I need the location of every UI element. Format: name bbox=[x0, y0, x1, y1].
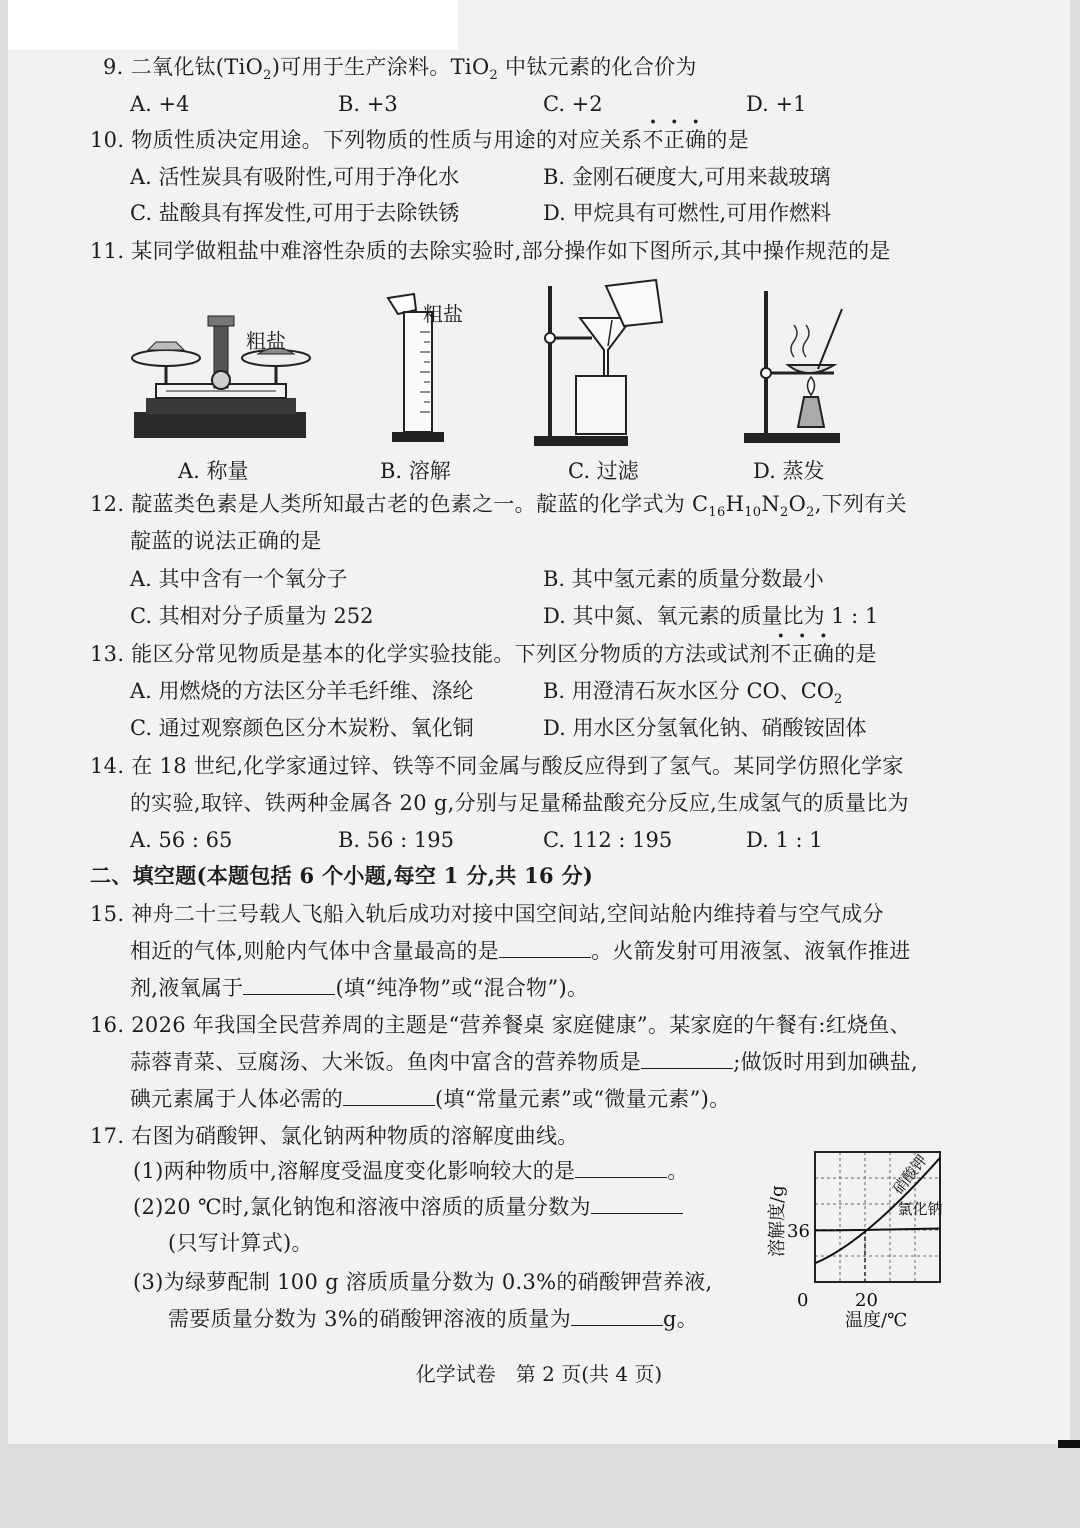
q10-option-a[interactable]: A. 活性炭具有吸附性,可用于净化水 bbox=[130, 165, 460, 189]
q12-sub-o: 2 bbox=[806, 505, 815, 521]
x-tick-label: 0 bbox=[797, 1290, 809, 1311]
q14-option-d[interactable]: D. 1 : 1 bbox=[746, 828, 823, 852]
q9-stem-b: )可用于生产涂料。TiO bbox=[271, 55, 490, 79]
q12-sub-h: 10 bbox=[744, 505, 762, 521]
q17-p1a: (1)两种物质中,溶解度受温度变化影响较大的是 bbox=[133, 1159, 576, 1183]
q15-blank-1[interactable] bbox=[499, 937, 591, 958]
x-tick-label: 20 bbox=[855, 1290, 878, 1311]
q10-option-d[interactable]: D. 甲烷具有可燃性,可用作燃料 bbox=[543, 201, 832, 225]
q12-stem-line2: 靛蓝的说法正确的是 bbox=[130, 529, 322, 553]
q12-n: N bbox=[761, 492, 781, 516]
q17-p2a: (2)20 ℃时,氯化钠饱和溶液中溶质的质量分数为 bbox=[133, 1195, 591, 1219]
q13-option-b-text: B. 用澄清石灰水区分 CO、CO bbox=[543, 679, 835, 703]
q13-option-a[interactable]: A. 用燃烧的方法区分羊毛纤维、涤纶 bbox=[130, 679, 474, 703]
q10-stem-b: 的是 bbox=[706, 128, 750, 152]
q13-option-d[interactable]: D. 用水区分氢氧化钠、硝酸铵固体 bbox=[543, 716, 867, 740]
q12-sub-c: 16 bbox=[708, 505, 726, 521]
q9-stem-a: 9. 二氧化钛(TiO bbox=[103, 55, 264, 79]
caption-b: B. 溶解 bbox=[380, 459, 451, 483]
q14-option-b[interactable]: B. 56 : 195 bbox=[338, 828, 455, 852]
q14-option-c[interactable]: C. 112 : 195 bbox=[543, 828, 673, 852]
q13-stem bbox=[90, 640, 877, 668]
cylinder-salt-label: 粗盐 bbox=[423, 302, 463, 326]
q17-p1b: 。 bbox=[667, 1159, 689, 1183]
q12-sub-n: 2 bbox=[780, 505, 789, 521]
q10-option-c[interactable]: C. 盐酸具有挥发性,可用于去除铁锈 bbox=[130, 201, 460, 225]
q10-emph-3: 确 bbox=[685, 128, 707, 152]
q14-option-a[interactable]: A. 56 : 65 bbox=[130, 828, 233, 852]
balance-knob bbox=[212, 371, 230, 389]
series-curve-nacl bbox=[815, 1229, 940, 1231]
q16-line1: 16. 2026 年我国全民营养周的主题是“营养餐桌 家庭健康”。某家庭的午餐有:红烧鱼、 bbox=[90, 1013, 911, 1037]
q10-emph-1: 不 bbox=[642, 128, 664, 152]
q15-line3a: 剂,液氧属于 bbox=[130, 976, 244, 1000]
q10-option-b[interactable]: B. 金刚石硬度大,可用来裁玻璃 bbox=[543, 165, 831, 189]
alcohol-lamp bbox=[798, 397, 824, 427]
q14-line1: 14. 在 18 世纪,化学家通过锌、铁等不同金属与酸反应得到了氢气。某同学仿照化学家 bbox=[90, 754, 904, 778]
q9-stem-c: 中钛元素的化合价为 bbox=[498, 55, 697, 79]
q13-emph-2: 正 bbox=[791, 642, 813, 666]
q13-emph-1: 不 bbox=[770, 642, 792, 666]
left-pan bbox=[132, 350, 200, 366]
q16-blank-2[interactable] bbox=[343, 1085, 435, 1106]
balance-body bbox=[146, 398, 296, 414]
q17-p3c: g。 bbox=[663, 1307, 699, 1331]
q17-part1 bbox=[133, 1157, 689, 1185]
clamp-knob bbox=[545, 333, 555, 343]
q17-stem: 17. 右图为硝酸钾、氯化钠两种物质的溶解度曲线。 bbox=[90, 1124, 579, 1148]
y-axis-label: 溶解度/g bbox=[767, 1185, 788, 1257]
q12-option-c[interactable]: C. 其相对分子质量为 252 bbox=[130, 604, 374, 628]
q12-o: O bbox=[788, 492, 807, 516]
q16-line3 bbox=[130, 1085, 730, 1113]
page-footer: 化学试卷 第 2 页(共 4 页) bbox=[415, 1362, 663, 1386]
funnel bbox=[580, 318, 632, 380]
q16-line2a: 蒜蓉青菜、豆腐汤、大米饭。鱼肉中富含的营养物质是 bbox=[130, 1050, 642, 1074]
y-tick-label: 36 bbox=[787, 1221, 810, 1242]
q9-sub-2: 2 bbox=[489, 68, 499, 84]
q9-option-c[interactable]: C. +2 bbox=[543, 92, 603, 116]
filtration-figure bbox=[528, 272, 678, 452]
q10-stem-a: 10. 物质性质决定用途。下列物质的性质与用途的对应关系 bbox=[90, 128, 643, 152]
q14-line2: 的实验,取锌、铁两种金属各 20 g,分别与足量稀盐酸充分反应,生成氢气的质量比为 bbox=[130, 791, 909, 815]
steam-2 bbox=[803, 325, 809, 357]
q9-option-d[interactable]: D. +1 bbox=[746, 92, 807, 116]
q15-line3 bbox=[130, 974, 588, 1002]
clamp-knob bbox=[761, 368, 771, 378]
q15-line2b: 。火箭发射可用液氢、液氧作推进 bbox=[591, 939, 911, 963]
q16-line3b: (填“常量元素”或“微量元素”)。 bbox=[435, 1087, 731, 1111]
q9-option-a[interactable]: A. +4 bbox=[130, 92, 190, 116]
q15-blank-2[interactable] bbox=[243, 974, 335, 995]
q12-option-a[interactable]: A. 其中含有一个氧分子 bbox=[130, 567, 348, 591]
glass-rod bbox=[818, 309, 842, 369]
scan-edge-mark bbox=[1058, 1440, 1080, 1448]
q9-sub: 2 bbox=[263, 68, 272, 84]
evaporation-figure bbox=[738, 285, 858, 451]
balance-salt-label: 粗盐 bbox=[246, 329, 286, 353]
q17-blank-2[interactable] bbox=[591, 1193, 683, 1214]
exam-paper bbox=[8, 0, 1070, 1444]
q9-option-b[interactable]: B. +3 bbox=[338, 92, 398, 116]
series-label-kno3: 硝酸钾 bbox=[888, 1151, 931, 1198]
q13-emph-3: 确 bbox=[812, 642, 835, 666]
q17-p3b: 需要质量分数为 3%的硝酸钾溶液的质量为 bbox=[168, 1307, 571, 1331]
weights bbox=[148, 342, 184, 350]
caption-c: C. 过滤 bbox=[568, 459, 639, 483]
q17-blank-1[interactable] bbox=[575, 1157, 667, 1178]
caption-a: A. 称量 bbox=[178, 459, 249, 483]
q16-blank-1[interactable] bbox=[641, 1048, 733, 1069]
q12-option-d[interactable]: D. 其中氮、氧元素的质量比为 1 : 1 bbox=[543, 604, 879, 628]
series-label-nacl: 氯化钠 bbox=[897, 1199, 943, 1218]
q17-p3b-line bbox=[168, 1305, 698, 1333]
q15-line1: 15. 神舟二十三号载人飞船入轨后成功对接中国空间站,空间站舱内维持着与空气成分 bbox=[90, 902, 884, 926]
q13-option-b[interactable] bbox=[543, 677, 842, 714]
q16-line2b: ;做饭时用到加碘盐, bbox=[733, 1050, 918, 1074]
q9-stem bbox=[103, 53, 697, 90]
q13-stem-a: 13. 能区分常见物质是基本的化学实验技能。下列区分物质的方法或试剂 bbox=[90, 642, 771, 666]
q12-h: H bbox=[725, 492, 745, 516]
scan-highlight bbox=[8, 0, 458, 50]
q15-line3b: (填“纯净物”或“混合物”)。 bbox=[335, 976, 589, 1000]
balance-figure bbox=[126, 300, 316, 450]
q15-line2 bbox=[130, 937, 911, 965]
q13-stem-b: 的是 bbox=[834, 642, 877, 666]
q12-stem bbox=[90, 490, 907, 527]
q10-emph-2: 正 bbox=[663, 128, 686, 152]
solubility-chart bbox=[743, 1140, 953, 1340]
q10-stem bbox=[90, 126, 749, 154]
q17-p3a: (3)为绿萝配制 100 g 溶质质量分数为 0.3%的硝酸钾营养液, bbox=[133, 1270, 713, 1294]
q12-option-b[interactable]: B. 其中氢元素的质量分数最小 bbox=[543, 567, 824, 591]
q15-line2a: 相近的气体,则舱内气体中含量最高的是 bbox=[130, 939, 500, 963]
q16-line2 bbox=[130, 1048, 918, 1076]
stand-base bbox=[744, 433, 840, 443]
q17-part2 bbox=[133, 1193, 683, 1221]
balance-base bbox=[134, 412, 306, 438]
q17-blank-3[interactable] bbox=[571, 1305, 663, 1326]
caption-d: D. 蒸发 bbox=[753, 459, 825, 483]
cylinder-base bbox=[392, 432, 444, 442]
q16-line3a: 碘元素属于人体必需的 bbox=[130, 1087, 343, 1111]
section2-title: 二、填空题(本题包括 6 个小题,每空 1 分,共 16 分) bbox=[90, 863, 594, 888]
steam-1 bbox=[791, 325, 797, 357]
q12-stem-b: ,下列有关 bbox=[814, 492, 907, 516]
q17-p2b: (只写计算式)。 bbox=[168, 1231, 313, 1255]
flame bbox=[808, 377, 815, 395]
q13-option-c[interactable]: C. 通过观察颜色区分木炭粉、氧化铜 bbox=[130, 716, 474, 740]
balance-top bbox=[208, 316, 234, 326]
q13-option-b-sub: 2 bbox=[834, 692, 843, 708]
q12-stem-a: 12. 靛蓝类色素是人类所知最古老的色素之一。靛蓝的化学式为 C bbox=[90, 492, 709, 516]
q11-stem: 11. 某同学做粗盐中难溶性杂质的去除实验时,部分操作如下图所示,其中操作规范的是 bbox=[90, 239, 891, 263]
beaker-receiver bbox=[576, 376, 626, 434]
x-axis-label: 温度/℃ bbox=[845, 1310, 908, 1331]
